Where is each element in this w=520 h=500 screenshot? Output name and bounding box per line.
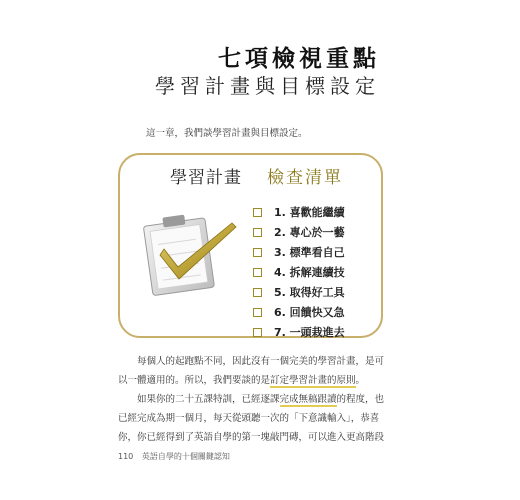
- checklist-item: [253, 263, 345, 281]
- highlight-shadowing: 完成無稿跟讀: [279, 394, 337, 405]
- checklist-item: [253, 203, 345, 221]
- checkbox: [253, 328, 262, 337]
- card-title-right: 檢查清單: [267, 168, 343, 188]
- page-number: 110: [118, 452, 134, 461]
- checklist: [253, 203, 345, 343]
- checklist-item: [253, 223, 345, 241]
- body-text: [118, 352, 390, 447]
- checklist-item-label: 6. 回饋快又急: [274, 306, 345, 319]
- checkbox: [253, 208, 262, 217]
- card-title-left: 學習計畫: [170, 168, 242, 188]
- checkbox: [253, 308, 262, 317]
- checklist-item-label: 3. 標準看自己: [274, 246, 345, 259]
- checklist-item: [253, 283, 345, 301]
- chapter-subtitle: 學習計畫與目標設定: [155, 74, 380, 98]
- checkbox: [253, 288, 262, 297]
- checklist-item-label: 7. 一頭栽進去: [274, 326, 345, 339]
- checklist-item: [253, 303, 345, 321]
- checklist-item-label: 4. 拆解連續技: [274, 266, 345, 279]
- page-footer: [118, 451, 230, 462]
- intro-paragraph: 這一章，我們談學習計畫與目標設定。: [146, 128, 308, 139]
- paragraph-1: 每個人的起跑點不同，因此沒有一個完美的學習計畫，是可以一體適用的。所以，我們要談的是訂定學習計畫的原則。: [118, 356, 385, 386]
- book-title: 英語自學的十個關鍵認知: [141, 452, 230, 461]
- checklist-item-label: 1. 喜歡能繼續: [274, 206, 345, 219]
- clipboard-check-icon: [134, 197, 244, 307]
- checklist-item-label: 5. 取得好工具: [274, 286, 345, 299]
- chapter-title: 七項檢視重點: [218, 46, 380, 72]
- checkbox: [253, 248, 262, 257]
- checklist-card: [118, 153, 383, 338]
- checkbox: [253, 228, 262, 237]
- highlight-principles: 訂定學習計畫的原則: [270, 375, 356, 386]
- checklist-item-label: 2. 專心於一藝: [274, 226, 345, 239]
- checkbox: [253, 268, 262, 277]
- checklist-item: [253, 323, 345, 341]
- checklist-item: [253, 243, 345, 261]
- paragraph-2: 如果你的二十五課特訓，已經逐課完成無稿跟讀的程度，也已經完成為期一個月，每天從頭聽一次的「下意識輸入」，恭喜你，你已經得到了英語自學的第一塊敲門磚，可以進入更高階段: [118, 394, 385, 443]
